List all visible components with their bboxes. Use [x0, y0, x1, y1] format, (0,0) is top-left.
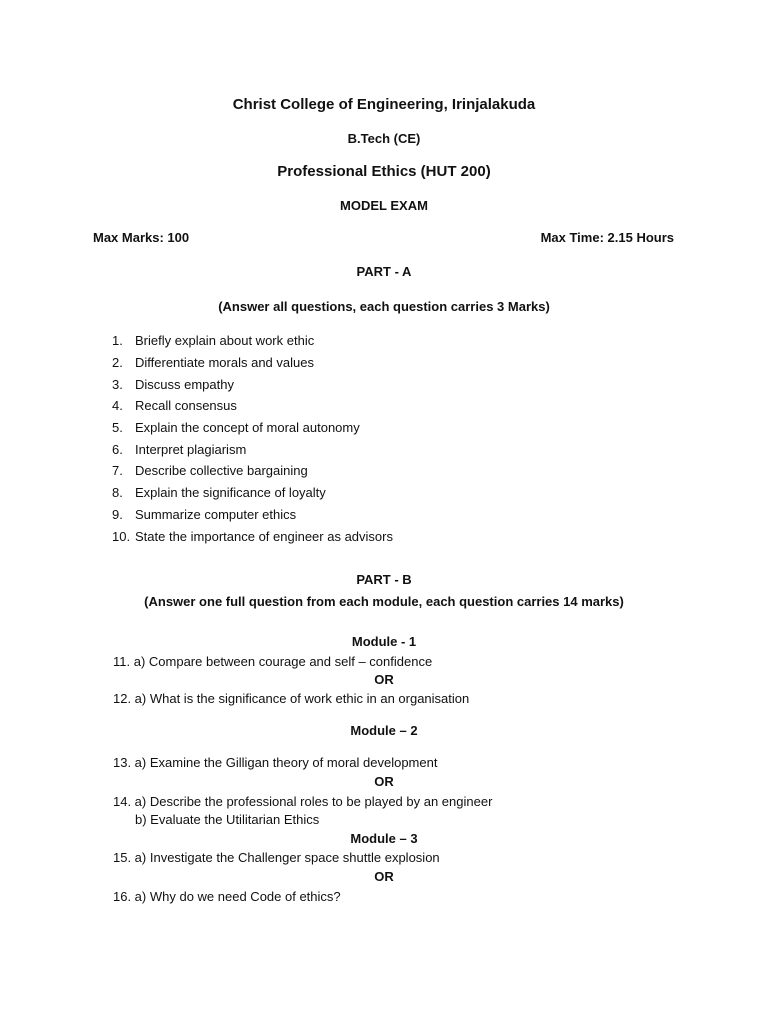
- part-a-instruction: (Answer all questions, each question carries 3 Marks): [218, 299, 550, 314]
- part-b-title: PART - B: [356, 572, 412, 587]
- question-15: 15. a) Investigate the Challenger space shuttle explosion: [113, 850, 440, 865]
- max-marks: Max Marks: 100: [93, 230, 190, 245]
- question-number: 10.: [112, 529, 131, 544]
- question-11: 11. a) Compare between courage and self – confidence: [113, 654, 433, 669]
- question-number: 6.: [112, 442, 123, 457]
- module-1-title: Module - 1: [351, 634, 417, 649]
- question-number: 2.: [112, 355, 123, 370]
- module-3-title: Module – 3: [350, 831, 418, 846]
- list-item: [112, 355, 314, 370]
- question-13: 13. a) Examine the Gilligan theory of moral development: [113, 755, 438, 770]
- list-item: [112, 333, 314, 348]
- question-text: Discuss empathy: [135, 377, 234, 392]
- question-14b: b) Evaluate the Utilitarian Ethics: [135, 812, 320, 827]
- list-item: [112, 507, 296, 522]
- question-text: Describe collective bargaining: [135, 463, 308, 478]
- part-a-title: PART - A: [356, 264, 412, 279]
- question-14a: 14. a) Describe the professional roles to be played by an engineer: [113, 794, 493, 809]
- question-number: 1.: [112, 333, 123, 348]
- question-text: Explain the significance of loyalty: [135, 485, 326, 500]
- module-2-title: Module – 2: [350, 723, 418, 738]
- question-number: 4.: [112, 398, 123, 413]
- question-text: Summarize computer ethics: [135, 507, 297, 522]
- question-text: Explain the concept of moral autonomy: [135, 420, 360, 435]
- question-16: 16. a) Why do we need Code of ethics?: [113, 889, 341, 904]
- question-number: 8.: [112, 485, 123, 500]
- college-name: Christ College of Engineering, Irinjalakuda: [232, 96, 536, 113]
- list-item: [112, 377, 234, 392]
- list-item: [112, 398, 237, 413]
- question-text: Briefly explain about work ethic: [135, 333, 315, 348]
- question-text: State the importance of engineer as advisors: [135, 529, 393, 544]
- question-text: Interpret plagiarism: [135, 442, 247, 457]
- or-separator: OR: [374, 774, 394, 789]
- question-number: 5.: [112, 420, 123, 435]
- exam-type: MODEL EXAM: [340, 198, 428, 213]
- list-item: [112, 463, 308, 478]
- question-number: 9.: [112, 507, 123, 522]
- question-12: 12. a) What is the significance of work ethic in an organisation: [113, 691, 470, 706]
- list-item: [112, 529, 393, 544]
- list-item: [112, 420, 360, 435]
- question-text: Recall consensus: [135, 398, 237, 413]
- or-separator: OR: [374, 672, 394, 687]
- program-name: B.Tech (CE): [347, 131, 421, 146]
- max-time: Max Time: 2.15 Hours: [540, 230, 674, 245]
- list-item: [112, 442, 246, 457]
- question-text: Differentiate morals and values: [135, 355, 314, 370]
- list-item: [112, 485, 326, 500]
- part-b-instruction: (Answer one full question from each module, each question carries 14 marks): [144, 594, 624, 609]
- course-title: Professional Ethics (HUT 200): [277, 163, 491, 180]
- question-number: 3.: [112, 377, 123, 392]
- question-number: 7.: [112, 463, 123, 478]
- or-separator: OR: [374, 869, 394, 884]
